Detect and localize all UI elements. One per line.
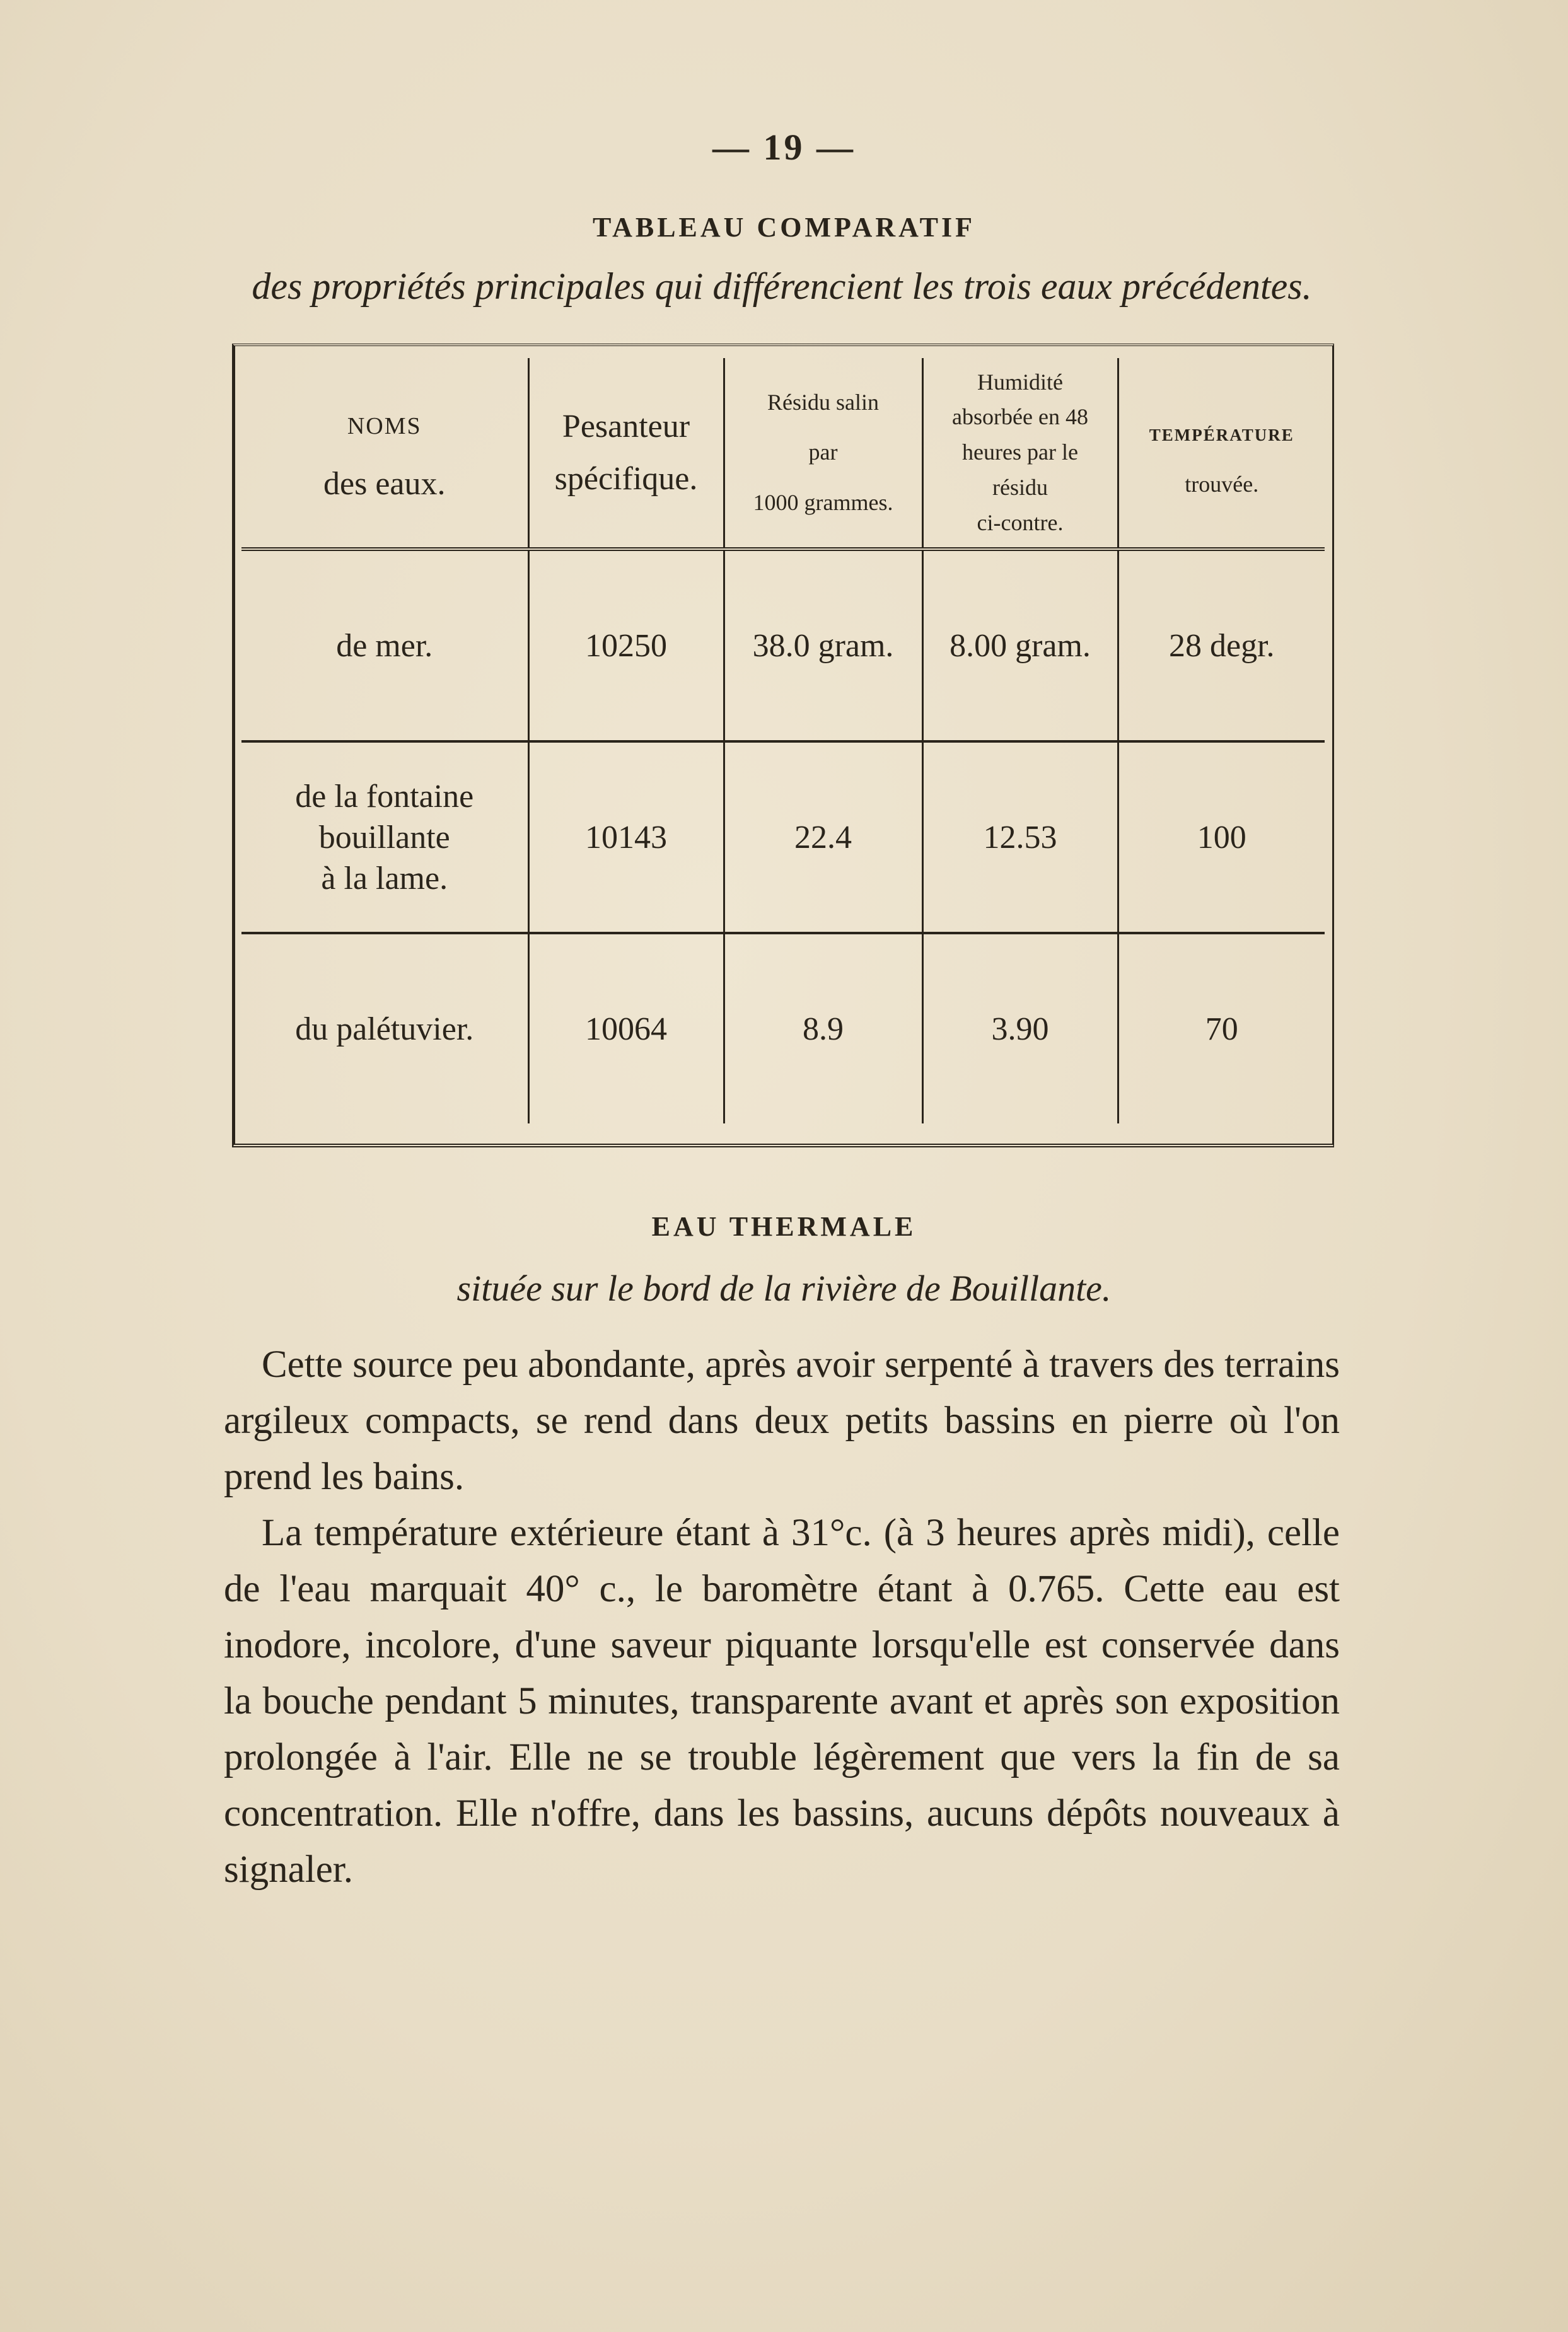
paragraph: Cette source peu abondante, après avoir serpenté à travers des terrains argileux compacts, se rend dans deux petits bassins en pierre où l'on prend les bains. xyxy=(224,1343,1340,1498)
cell-residu: 22.4 xyxy=(724,741,922,933)
cell-residu: 8.9 xyxy=(724,933,922,1123)
table-header-row xyxy=(241,358,1325,549)
header-noms-line1: NOMS xyxy=(347,413,422,439)
cell-name: de mer. xyxy=(241,549,528,741)
header-temperature xyxy=(1118,358,1325,549)
cell-name-line3: à la lame. xyxy=(321,860,448,896)
cell-name-line1: de la fontaine xyxy=(295,778,474,815)
cell-humidite: 12.53 xyxy=(922,741,1118,933)
header-humidite-line3: heures par le xyxy=(962,439,1078,465)
cell-humidite: 8.00 gram. xyxy=(922,549,1118,741)
section-subtitle: située sur le bord de la rivière de Bouillante. xyxy=(456,1268,1112,1309)
cell-temperature: 100 xyxy=(1118,741,1325,933)
page-number: — 19 — xyxy=(712,127,856,168)
header-pesanteur-line2: spécifique. xyxy=(554,461,698,497)
header-temperature-line2: trouvée. xyxy=(1185,472,1259,497)
header-residu-line3: 1000 grammes. xyxy=(753,489,893,515)
header-pesanteur xyxy=(528,358,724,549)
header-residu-line1: Résidu salin xyxy=(767,390,879,415)
header-residu-line2: par xyxy=(808,439,838,465)
table-subtitle: des propriétés principales qui différencient les trois eaux précédentes. xyxy=(252,265,1312,307)
table-row xyxy=(241,741,1325,933)
section-title: EAU THERMALE xyxy=(651,1211,917,1242)
table-title: TABLEAU COMPARATIF xyxy=(593,212,975,243)
cell-residu: 38.0 gram. xyxy=(724,549,922,741)
header-noms xyxy=(241,358,528,549)
header-humidite-line2: absorbée en 48 xyxy=(952,404,1088,430)
table-row xyxy=(241,933,1325,1123)
cell-pesanteur: 10143 xyxy=(528,741,724,933)
cell-temperature: 70 xyxy=(1118,933,1325,1123)
cell-name xyxy=(241,741,528,933)
header-residu xyxy=(724,358,922,549)
paragraph: La température extérieure étant à 31°c. (à 3 heures après midi), celle de l'eau marquait 40° c., le baromètre étant à 0.765. Cette eau est inodore, incolore, d'une saveur piquante lorsqu'elle est conservée dans la bouche pendant 5 minutes, transparente avant et après son exposition prolongée à l'air. Elle ne se trouble légèrement que vers la fin de sa concentration. Elle n'offre, dans les bassins, aucuns dépôts nouveaux à signaler. xyxy=(224,1512,1340,1891)
cell-name-line2: bouillante xyxy=(318,819,450,856)
header-humidite-line4: résidu xyxy=(992,474,1048,500)
header-noms-line2: des eaux. xyxy=(323,465,446,502)
header-temperature-line1: TEMPÉRATURE xyxy=(1149,425,1294,444)
header-humidite xyxy=(922,358,1118,549)
cell-pesanteur: 10250 xyxy=(528,549,724,741)
table-row xyxy=(241,549,1325,741)
cell-temperature: 28 degr. xyxy=(1118,549,1325,741)
body-text xyxy=(224,1337,1340,1898)
cell-humidite: 3.90 xyxy=(922,933,1118,1123)
header-humidite-line1: Humidité xyxy=(977,369,1063,395)
cell-name: du palétuvier. xyxy=(295,1011,474,1047)
header-humidite-line5: ci-contre. xyxy=(977,509,1064,535)
header-pesanteur-line1: Pesanteur xyxy=(562,408,690,444)
comparison-table xyxy=(241,358,1325,1123)
cell-pesanteur: 10064 xyxy=(528,933,724,1123)
